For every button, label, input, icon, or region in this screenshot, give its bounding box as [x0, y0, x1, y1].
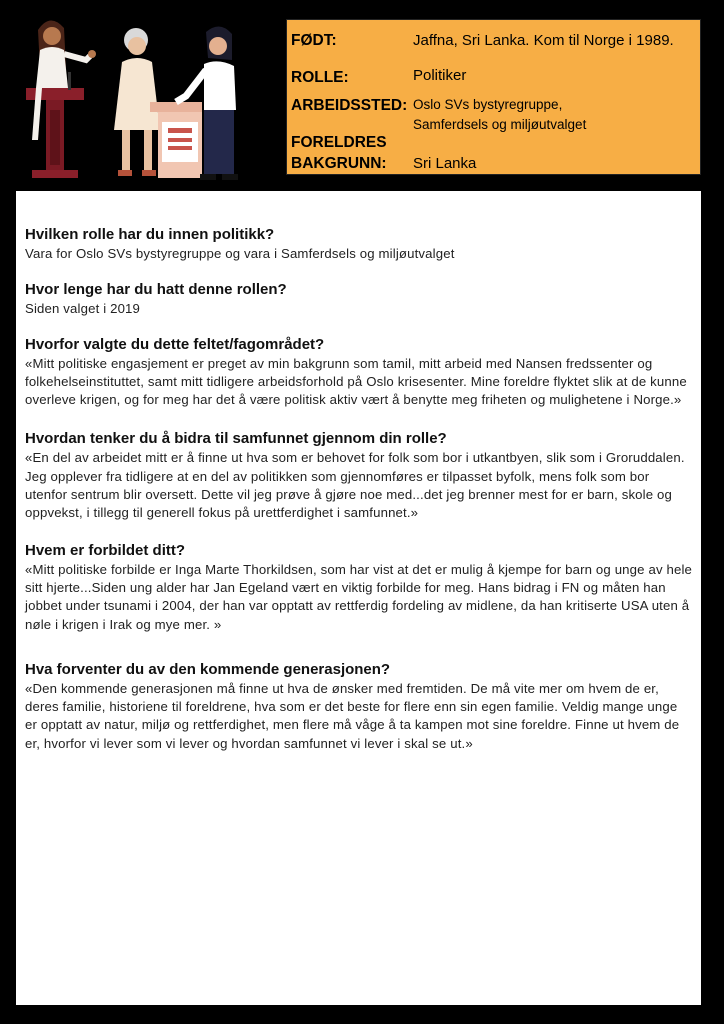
info-label: FØDT:	[291, 32, 337, 49]
profile-info-box	[286, 19, 701, 175]
info-label-line: BAKGRUNN:	[291, 155, 387, 172]
qa-item	[25, 660, 701, 753]
answer: Vara for Oslo SVs bystyregruppe og vara i Samferdsels og miljøutvalget	[25, 246, 455, 261]
answer: «Mitt politiske forbilde er Inga Marte Thorkildsen, som har vist at det er mulig å kjempe for barn og unge av hele sitt hjerte...Siden ung alder har Jan Egeland vært en viktig forbilde for meg. Hans bidrag i FN og måten han jobbet under tsunami i 2004, der han var opptatt av rettferdig fordeling av midlene, da han kritiserte USA uten å nøle i krigen i Irak og mye mer. »	[25, 561, 693, 632]
info-row-parents-background	[291, 132, 476, 174]
info-value: Jaffna, Sri Lanka. Kom til Norge i 1989.	[413, 32, 674, 49]
info-value-line: Samferdsels og miljøutvalget	[413, 117, 587, 132]
info-row-workplace	[291, 95, 586, 135]
qa-item	[25, 280, 701, 318]
question: Hvorfor valgte du dette feltet/fagområdet?	[25, 335, 325, 353]
question: Hvor lenge har du hatt denne rollen?	[25, 281, 287, 299]
interview-content	[16, 191, 701, 1005]
politics-illustration	[10, 10, 272, 188]
question: Hva forventer du av den kommende generasjonen?	[25, 660, 391, 678]
question: Hvem er forbildet ditt?	[25, 541, 186, 559]
qa-item	[25, 225, 701, 263]
info-value: Sri Lanka	[413, 155, 477, 172]
info-label: ARBEIDSSTED:	[291, 97, 408, 114]
info-row-born	[291, 30, 674, 51]
question: Hvordan tenker du å bidra til samfunnet gjennom din rolle?	[25, 430, 447, 448]
answer: «En del av arbeidet mitt er å finne ut hva som er behovet for folk som bor i utkantbyen, slik som i Groruddalen. Jeg opplever fra tidligere at en del av politikken som gjennomføres er tilpasset byfolk, mens folk som bor utenfor sentrum blir oversett. Dette vil jeg prøve å gjøre noe med...det jeg brenner mest for er barn, skole og oppvekst, i tillegg til generell fokus på urettferdighet i samfunnet.»	[25, 450, 685, 521]
info-row-role	[291, 65, 466, 88]
info-label: ROLLE:	[291, 69, 349, 86]
answer: «Mitt politiske engasjement er preget av min bakgrunn som tamil, mitt arbeid med Nansen fredssenter og folkehelseinstituttet, samt mitt tidligere arbeidsforhold på Oslo krisesenter. Mine foreldre flyktet slik at de kunne overleve krigen, og for meg har det å være politisk aktiv vært å benytte meg friheten og mulighetene i Norge.»	[25, 355, 687, 408]
info-value: Politiker	[413, 67, 467, 84]
qa-item	[25, 335, 701, 410]
question: Hvilken rolle har du innen politikk?	[25, 226, 275, 243]
answer: Siden valget i 2019	[25, 301, 141, 317]
qa-item	[25, 429, 701, 522]
answer: «Den kommende generasjonen må finne ut hva de ønsker med fremtiden. De må vite mer om hvem de er, deres familie, historiene til foreldrene, hva som er det beste for flere enn sin egen familie. Veldig mange unge er opptatt av natur, miljø og rettferdighet, men flere må våge å ta kampen mot sine foreldre. Finne ut hvem de er, hvorfor vi lever som vi lever og hvordan samfunnet vi lever i skal se ut.»	[25, 680, 680, 751]
info-label-line: FORELDRES	[291, 134, 387, 151]
info-value-line: Oslo SVs bystyregruppe,	[413, 97, 563, 112]
qa-item	[25, 541, 701, 634]
